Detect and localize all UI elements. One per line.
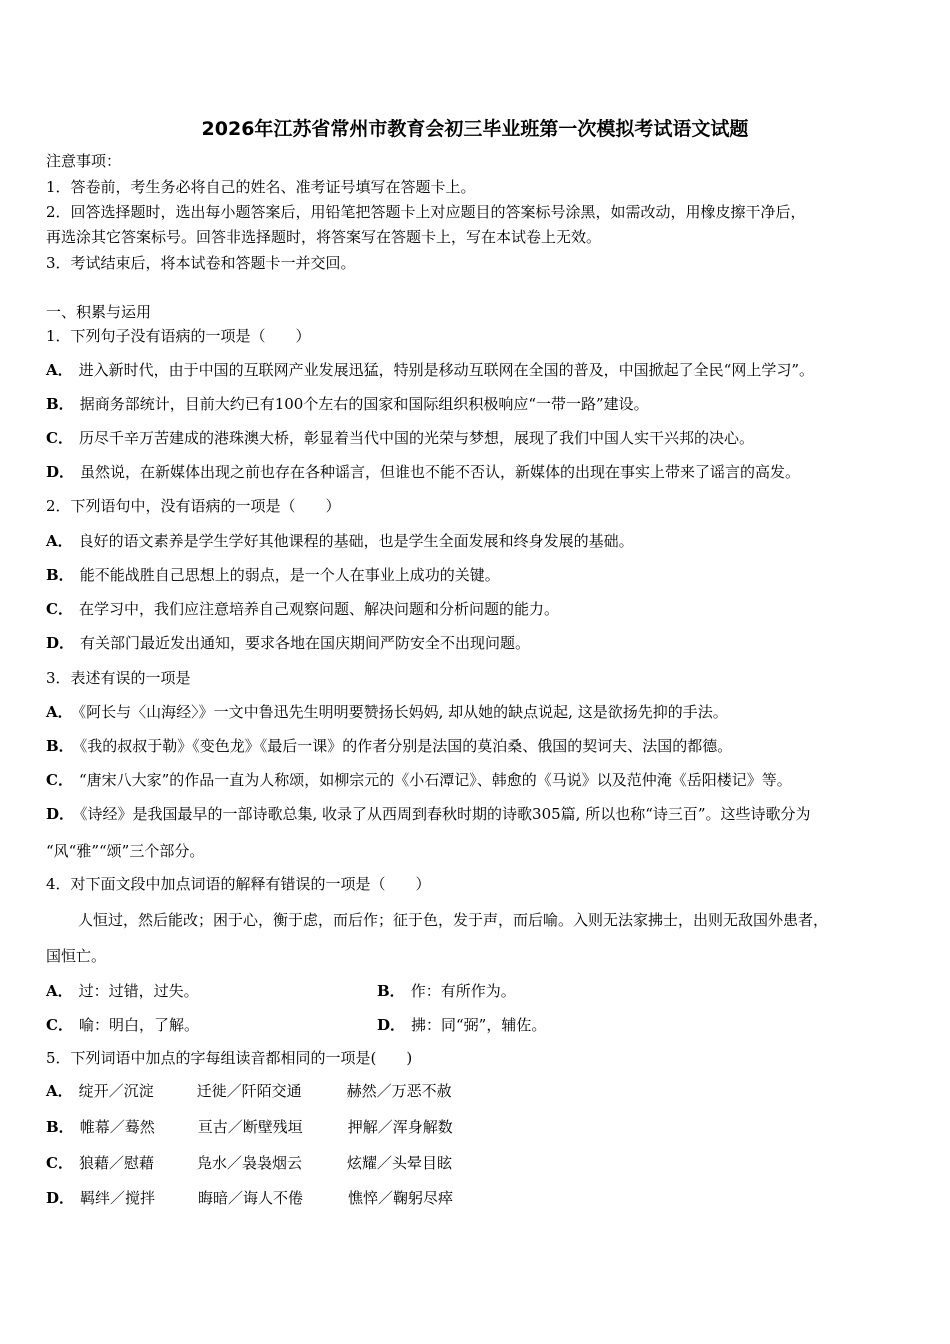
question-3-option-c bbox=[46, 770, 792, 790]
question-1-option-b bbox=[46, 394, 649, 414]
option-text: 有关部门最近发出通知，要求各地在国庆期间严防安全不出现问题。 bbox=[80, 634, 531, 652]
option-text: 进入新时代，由于中国的互联网产业发展迅猛，特别是移动互联网在全国的普及，中国掀起了全民“网上学习”。 bbox=[78, 361, 814, 379]
option-label: B． bbox=[46, 566, 74, 584]
question-3-option-d-continuation: “风“雅”“颂”三个部分。 bbox=[46, 842, 205, 860]
option-text: 良好的语文素养是学生学好其他课程的基础，也是学生全面发展和终身发展的基础。 bbox=[78, 532, 634, 550]
question-1-option-a bbox=[46, 360, 814, 380]
option-text: 在学习中，我们应注意培养自己观察问题、解决问题和分析问题的能力。 bbox=[78, 600, 559, 618]
word-group: 绽开／沉淀 bbox=[78, 1082, 154, 1100]
question-5-option-b bbox=[46, 1117, 453, 1137]
option-label: A． bbox=[46, 532, 73, 550]
option-label: D． bbox=[46, 805, 75, 823]
word-group: 迁徙／阡陌交通 bbox=[196, 1082, 302, 1100]
question-5-stem: 5．下列词语中加点的字每组读音都相同的一项是( ) bbox=[46, 1049, 413, 1067]
question-4-option-a bbox=[46, 981, 199, 1001]
option-text: 过：过错，过失。 bbox=[78, 982, 199, 1000]
question-5-option-d bbox=[46, 1188, 453, 1208]
notice-item: 3．考试结束后，将本试卷和答题卡一并交回。 bbox=[46, 254, 356, 272]
option-text: 《诗经》是我国最早的一部诗歌总集, 收录了从西周到春秋时期的诗歌305篇, 所以也称“诗三百”。这些诗歌分为 bbox=[80, 805, 811, 823]
option-label: C． bbox=[46, 429, 73, 447]
word-group: 狼藉／慰藉 bbox=[78, 1154, 154, 1172]
option-text: 《阿长与〈山海经〉》一文中鲁迅先生明明要赞扬长妈妈, 却从她的缺点说起, 这是欲扬先抑的手法。 bbox=[78, 703, 728, 721]
option-text: 虽然说，在新媒体出现之前也存在各种谣言，但谁也不能不否认，新媒体的出现在事实上带来了谣言的高发。 bbox=[80, 463, 801, 481]
option-text: 喻：明白，了解。 bbox=[78, 1016, 199, 1034]
option-label: D． bbox=[377, 1016, 406, 1034]
option-label: A． bbox=[46, 1082, 73, 1100]
notice-item: 2．回答选择题时，选出每小题答案后，用铅笔把答题卡上对应题目的答案标号涂黑，如需改动，用橡皮擦干净后， bbox=[46, 203, 806, 221]
notice-heading: 注意事项： bbox=[46, 152, 122, 170]
option-text: “唐宋八大家”的作品一直为人称颂，如柳宗元的《小石潭记》、韩愈的《马说》以及范仲淹《岳阳楼记》等。 bbox=[78, 771, 792, 789]
option-label: C． bbox=[46, 771, 73, 789]
question-2-option-d bbox=[46, 633, 530, 653]
question-4-option-b bbox=[377, 981, 516, 1001]
option-text: 据商务部统计，目前大约已有100个左右的国家和国际组织积极响应“一带一路”建设。 bbox=[79, 395, 649, 413]
option-label: B． bbox=[46, 395, 74, 413]
option-label: A． bbox=[46, 703, 73, 721]
question-4-passage-continuation: 国恒亡。 bbox=[46, 947, 107, 965]
option-label: D． bbox=[46, 1189, 75, 1207]
question-3-option-b bbox=[46, 736, 732, 756]
page-title: 2026年江苏省常州市教育会初三毕业班第一次模拟考试语文试题 bbox=[201, 118, 749, 140]
option-label: C． bbox=[46, 1016, 73, 1034]
option-label: B． bbox=[46, 737, 74, 755]
question-3-stem: 3．表述有误的一项是 bbox=[46, 669, 191, 687]
question-1-option-d bbox=[46, 462, 800, 482]
option-text: 《我的叔叔于勒》《变色龙》《最后一课》的作者分别是法国的莫泊桑、俄国的契诃夫、法国的都德。 bbox=[79, 737, 733, 755]
word-group: 憔悴／鞠躬尽瘁 bbox=[348, 1189, 454, 1207]
option-label: D． bbox=[46, 634, 75, 652]
option-label: C． bbox=[46, 600, 73, 618]
option-label: D． bbox=[46, 463, 75, 481]
section-heading: 一、积累与运用 bbox=[46, 303, 152, 321]
question-2-option-a bbox=[46, 531, 634, 551]
question-2-stem: 2．下列语句中，没有语病的一项是（ ） bbox=[46, 497, 341, 515]
notice-item: 1．答卷前，考生务必将自己的姓名、准考证号填写在答题卡上。 bbox=[46, 178, 476, 196]
option-text: 历尽千辛万苦建成的港珠澳大桥，彰显着当代中国的光荣与梦想，展现了我们中国人实干兴邦的决心。 bbox=[78, 429, 754, 447]
word-group: 赫然／万恶不赦 bbox=[346, 1082, 452, 1100]
word-group: 押解／浑身解数 bbox=[347, 1118, 453, 1136]
question-1-stem: 1．下列句子没有语病的一项是（ ） bbox=[46, 327, 311, 345]
option-label: A． bbox=[46, 982, 73, 1000]
question-5-option-c bbox=[46, 1153, 452, 1173]
question-2-option-b bbox=[46, 565, 500, 585]
question-3-option-d bbox=[46, 804, 811, 824]
question-4-stem: 4．对下面文段中加点词语的解释有错误的一项是（ ） bbox=[46, 875, 431, 893]
question-4-option-c bbox=[46, 1015, 199, 1035]
word-group: 亘古／断壁残垣 bbox=[197, 1118, 303, 1136]
question-1-option-c bbox=[46, 428, 754, 448]
question-3-option-a bbox=[46, 702, 728, 722]
option-label: B． bbox=[377, 982, 405, 1000]
question-4-passage: 人恒过，然后能改；困于心，衡于虑，而后作；征于色，发于声，而后喻。入则无法家拂士，出则无敌国外患者， bbox=[78, 911, 829, 929]
option-label: B． bbox=[46, 1118, 74, 1136]
question-5-option-a bbox=[46, 1081, 452, 1101]
word-group: 羁绊／搅拌 bbox=[80, 1189, 156, 1207]
notice-item: 再选涂其它答案标号。回答非选择题时，将答案写在答题卡上，写在本试卷上无效。 bbox=[46, 228, 602, 246]
question-2-option-c bbox=[46, 599, 559, 619]
word-group: 炫耀／头晕目眩 bbox=[346, 1154, 452, 1172]
word-group: 帷幕／蓦然 bbox=[79, 1118, 155, 1136]
question-4-option-d bbox=[377, 1015, 546, 1035]
option-label: A． bbox=[46, 361, 73, 379]
option-text: 作：有所作为。 bbox=[410, 982, 516, 1000]
option-text: 拂：同“弼”，辅佐。 bbox=[411, 1016, 547, 1034]
word-group: 凫水／袅袅烟云 bbox=[196, 1154, 302, 1172]
option-label: C． bbox=[46, 1154, 73, 1172]
word-group: 晦暗／诲人不倦 bbox=[198, 1189, 304, 1207]
option-text: 能不能战胜自己思想上的弱点，是一个人在事业上成功的关键。 bbox=[79, 566, 500, 584]
